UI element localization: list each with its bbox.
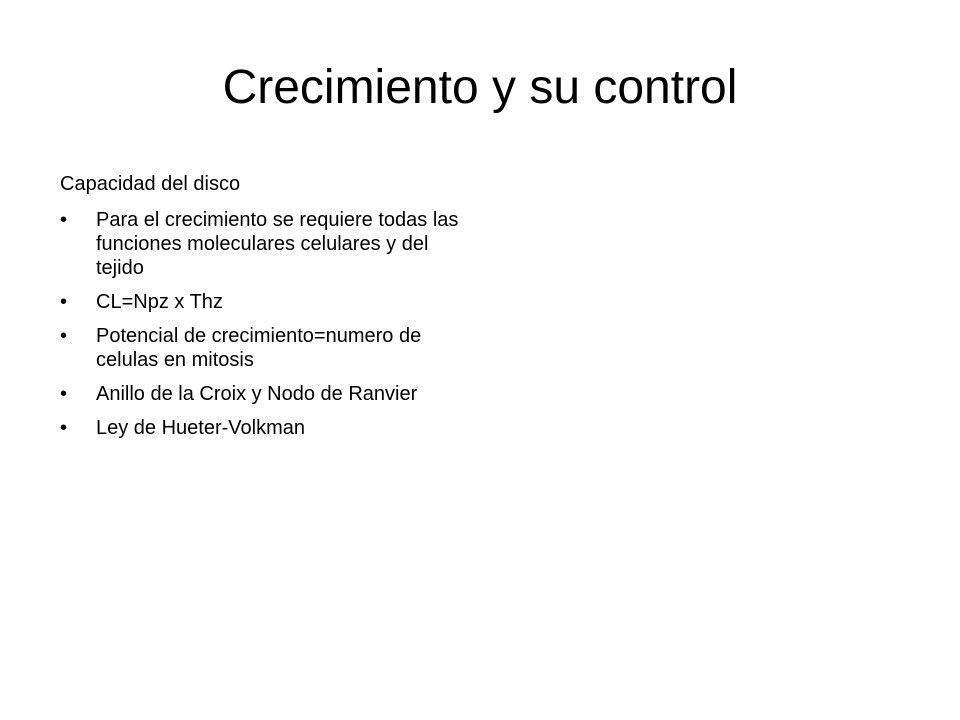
bullet-marker: • <box>60 417 68 439</box>
bullet-text: Para el crecimiento se requiere todas las funciones moleculares celulares y del tejido <box>96 209 459 279</box>
bullet-marker: • <box>60 325 68 347</box>
bullet-marker: • <box>60 209 68 231</box>
bullet-marker: • <box>60 291 68 313</box>
bullet-marker: • <box>60 383 68 405</box>
bullet-text: Anillo de la Croix y Nodo de Ranvier <box>96 383 418 405</box>
bullet-text: CL=Npz x Thz <box>96 291 223 313</box>
bullet-item <box>60 324 460 372</box>
bullet-item <box>60 290 460 314</box>
bullet-item <box>60 416 460 440</box>
bullet-item <box>60 208 460 280</box>
subheading: Capacidad del disco <box>60 173 241 195</box>
bullet-text: Potencial de crecimiento=numero de celulas en mitosis <box>96 325 422 371</box>
bullet-text: Ley de Hueter-Volkman <box>96 417 306 439</box>
slide-body <box>60 172 460 450</box>
slide-title: Crecimiento y su control <box>222 61 738 114</box>
bullet-item <box>60 382 460 406</box>
bullet-list <box>60 208 460 440</box>
